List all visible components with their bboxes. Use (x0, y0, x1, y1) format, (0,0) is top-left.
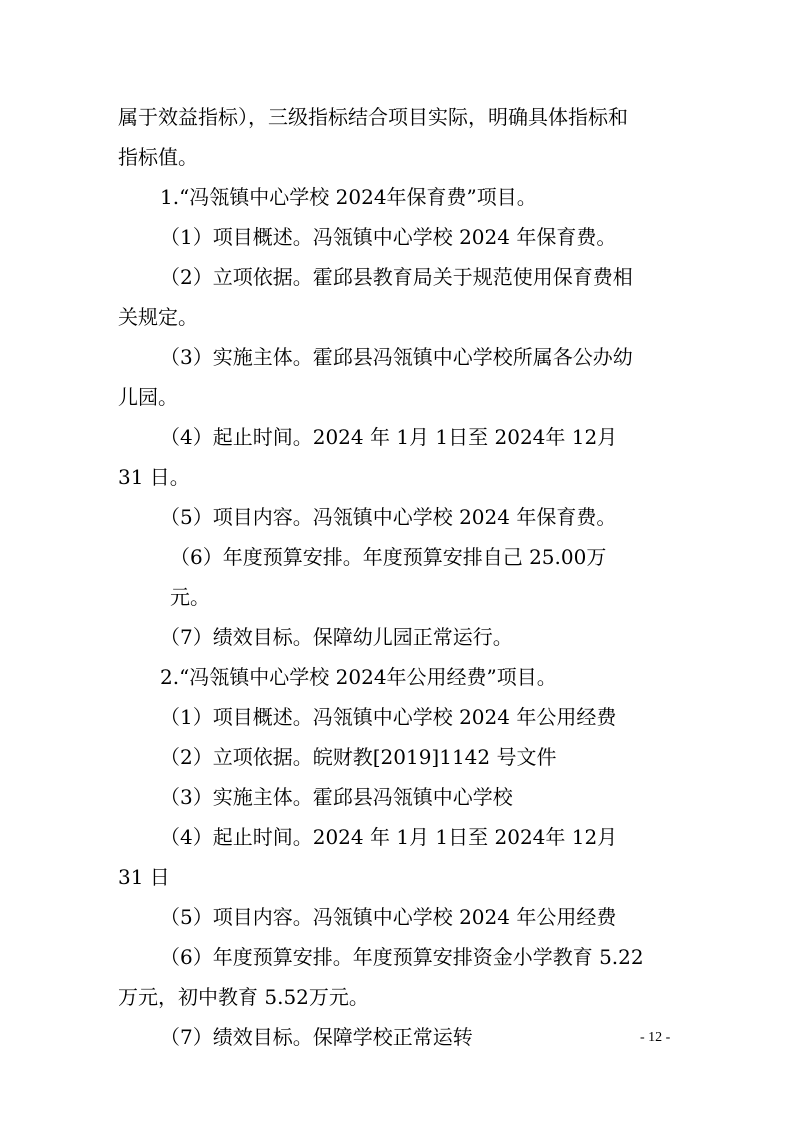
text-line: 万元，初中教育 5.52万元。 (118, 985, 369, 1009)
text-line: （5）项目内容。冯瓴镇中心学校 2024 年公用经费 (160, 905, 617, 929)
text-line: （7）绩效目标。保障幼儿园正常运行。 (160, 625, 513, 649)
text-line: （1）项目概述。冯瓴镇中心学校 2024 年保育费。 (160, 225, 617, 249)
text-line: （7）绩效目标。保障学校正常运转 (160, 1025, 473, 1049)
text-line: （3）实施主体。霍邱县冯瓴镇中心学校 (160, 785, 513, 809)
text-line: 关规定。 (118, 305, 198, 329)
text-line: （4）起止时间。2024 年 1月 1日至 2024年 12月 (160, 425, 618, 449)
text-line: （6）年度预算安排。年度预算安排资金小学教育 5.22 (160, 945, 644, 969)
text-line: 指标值。 (118, 145, 198, 169)
text-line: （6）年度预算安排。年度预算安排自己 25.00万 (170, 545, 607, 569)
text-line: （1）项目概述。冯瓴镇中心学校 2024 年公用经费 (160, 705, 617, 729)
text-line: 31 日。 (118, 465, 190, 489)
text-line: 属于效益指标），三级指标结合项目实际，明确具体指标和 (118, 105, 628, 129)
project-heading: 1.“冯瓴镇中心学校 2024年保育费”项目。 (160, 185, 537, 209)
text-line: 元。 (170, 585, 210, 609)
text-line: 31 日 (118, 865, 170, 889)
text-line: （2）立项依据。霍邱县教育局关于规范使用保育费相 (160, 265, 633, 289)
text-line: （2）立项依据。皖财教[2019]1142 号文件 (160, 745, 557, 769)
page-number: - 12 - (640, 1030, 671, 1045)
project-heading: 2.“冯瓴镇中心学校 2024年公用经费”项目。 (160, 665, 557, 689)
text-line: （5）项目内容。冯瓴镇中心学校 2024 年保育费。 (160, 505, 617, 529)
text-line: 儿园。 (118, 385, 178, 409)
text-line: （3）实施主体。霍邱县冯瓴镇中心学校所属各公办幼 (160, 345, 633, 369)
text-line: （4）起止时间。2024 年 1月 1日至 2024年 12月 (160, 825, 618, 849)
